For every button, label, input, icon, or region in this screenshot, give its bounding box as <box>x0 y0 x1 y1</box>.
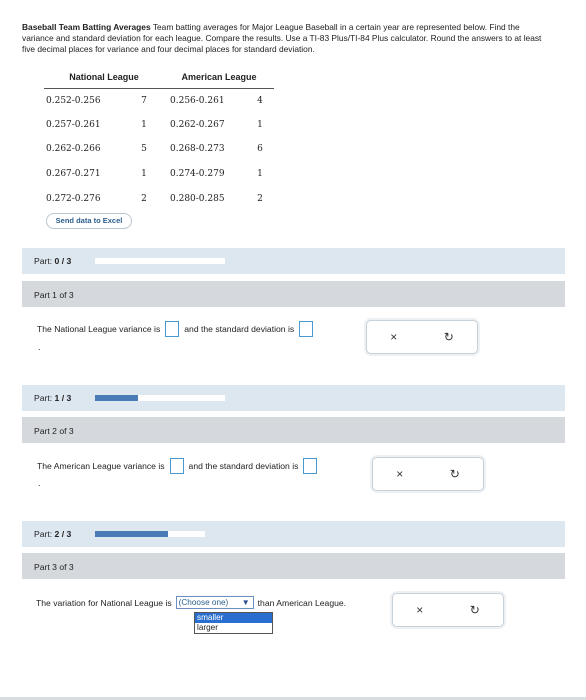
al-frequency: 6 <box>257 144 263 155</box>
al-std-dev-input[interactable] <box>303 458 317 474</box>
progress-track <box>95 258 225 264</box>
al-frequency: 4 <box>257 95 263 106</box>
part-progress-value: 2 / 3 <box>54 529 72 539</box>
comparison-select[interactable] <box>176 596 254 609</box>
al-frequency: 2 <box>257 193 263 204</box>
al-class: 0.280-0.285 <box>170 193 225 204</box>
question-text: The American League variance is <box>37 461 165 471</box>
nl-frequency: 7 <box>141 95 147 106</box>
option-smaller[interactable]: smaller <box>195 613 272 623</box>
part-progress-bar <box>22 385 565 411</box>
undo-icon[interactable]: ↻ <box>443 330 454 344</box>
clear-icon[interactable]: × <box>396 467 404 481</box>
part-1-question <box>37 321 318 337</box>
sentence-period: . <box>38 478 41 488</box>
question-text: than American League. <box>257 597 347 608</box>
table-row <box>44 162 274 187</box>
nl-std-dev-input[interactable] <box>299 321 313 337</box>
al-class: 0.268-0.273 <box>170 144 225 155</box>
part-2-question <box>37 458 322 474</box>
al-frequency: 1 <box>257 169 263 180</box>
frequency-table <box>44 66 274 211</box>
progress-fill <box>95 395 138 401</box>
nl-class: 0.267-0.271 <box>46 169 101 180</box>
problem-title: Baseball Team Batting Averages <box>22 22 151 32</box>
nl-frequency: 2 <box>141 193 147 204</box>
part-3-header <box>22 553 565 579</box>
part-1-title: Part 1 of 3 <box>34 290 74 300</box>
part-progress-label: Part: <box>34 529 53 539</box>
part-progress-label: Part: <box>34 393 53 403</box>
question-text: The National League variance is <box>37 324 161 334</box>
answer-actions <box>372 457 484 491</box>
nl-frequency: 1 <box>141 119 147 130</box>
select-value: (Choose one) <box>178 598 229 607</box>
part-2-header <box>22 417 565 443</box>
part-3-title: Part 3 of 3 <box>34 562 74 572</box>
undo-icon[interactable]: ↻ <box>449 467 460 481</box>
nl-class: 0.262-0.266 <box>46 144 101 155</box>
part-progress-value: 0 / 3 <box>54 256 72 266</box>
header-american-league: American League <box>164 66 274 88</box>
nl-class: 0.252-0.256 <box>46 95 101 106</box>
answer-actions <box>392 593 504 627</box>
progress-track <box>95 531 205 537</box>
part-progress-bar <box>22 248 565 274</box>
part-2-title: Part 2 of 3 <box>34 426 74 436</box>
problem-text: Team batting averages for Major League Baseball in a certain year are represented below. Find the variance and standard deviation for each league. Compare the results. Use a TI-83 Plus/TI-84 Plus calculator. Round the answers to at least five decimal places for variance and four decimal places for standard deviation. <box>22 22 542 54</box>
clear-icon[interactable]: × <box>390 330 398 344</box>
undo-icon[interactable]: ↻ <box>469 603 480 617</box>
nl-variance-input[interactable] <box>165 321 179 337</box>
question-text: and the standard deviation is <box>184 324 295 334</box>
sentence-period: . <box>38 342 41 352</box>
select-options-list <box>194 612 273 634</box>
header-national-league: National League <box>44 66 164 88</box>
answer-actions <box>366 320 478 354</box>
part-progress-value: 1 / 3 <box>54 393 72 403</box>
al-class: 0.256-0.261 <box>170 95 225 106</box>
progress-track <box>95 395 225 401</box>
part-1-header <box>22 281 565 307</box>
table-row <box>44 113 274 138</box>
al-frequency: 1 <box>257 119 263 130</box>
nl-frequency: 1 <box>141 169 147 180</box>
table-row <box>44 88 274 113</box>
part-progress-label: Part: <box>34 256 53 266</box>
al-variance-input[interactable] <box>170 458 184 474</box>
dropdown-arrow-icon: ▼ <box>241 598 250 607</box>
question-text: The variation for National League is <box>36 597 172 608</box>
al-class: 0.262-0.267 <box>170 119 225 130</box>
part-3-question <box>36 596 346 609</box>
part-progress-bar <box>22 521 565 547</box>
table-row <box>44 137 274 162</box>
al-class: 0.274-0.279 <box>170 169 225 180</box>
nl-class: 0.272-0.276 <box>46 193 101 204</box>
table-row <box>44 186 274 211</box>
send-to-excel-button[interactable]: Send data to Excel <box>46 213 132 229</box>
problem-statement <box>22 22 552 55</box>
progress-fill <box>95 531 168 537</box>
nl-class: 0.257-0.261 <box>46 119 101 130</box>
nl-frequency: 5 <box>141 144 147 155</box>
option-larger[interactable]: larger <box>197 623 218 632</box>
clear-icon[interactable]: × <box>416 603 424 617</box>
question-text: and the standard deviation is <box>188 461 299 471</box>
